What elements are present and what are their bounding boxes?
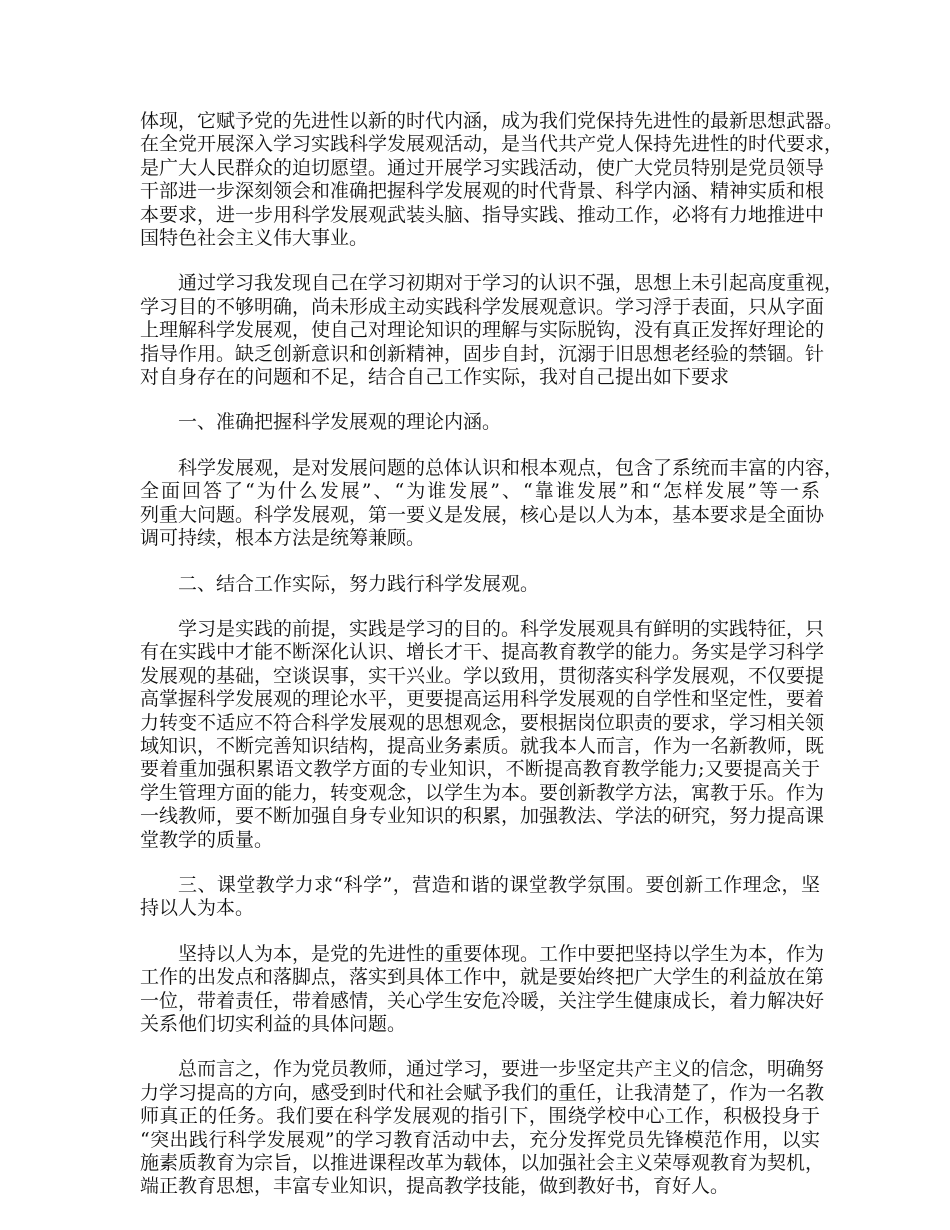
text-line: 国特色社会主义伟大事业。 [140, 227, 369, 250]
text-line: 列重大问题。科学发展观，第一要义是发展，核心是以人为本，基本要求是全面协 [140, 503, 825, 526]
text-line: 力转变不适应不符合科学发展观的思想观念，要根据岗位职责的要求，学习相关领 [140, 711, 825, 734]
text-line: 本要求，进一步用科学发展观武装头脑、指导实践、推动工作，必将有力地推进中 [140, 203, 825, 226]
text-line: 学习目的不够明确，尚未形成主动实践科学发展观意识。学习浮于表面，只从字面 [140, 295, 825, 318]
text-line: 对自身存在的问题和不足，结合自己工作实际，我对自己提出如下要求 [140, 366, 730, 389]
text-line: 科学发展观，是对发展问题的总体认识和根本观点，包含了系统而丰富的内容， [178, 456, 844, 479]
text-line: 总而言之，作为党员教师，通过学习，要进一步坚定共产主义的信念，明确努 [178, 1058, 825, 1081]
text-line: 坚持以人为本，是党的先进性的重要体现。工作中要把坚持以学生为本，作为 [178, 942, 825, 965]
text-line: 工作的出发点和落脚点，落实到具体工作中，就是要始终把广大学生的利益放在第 [140, 966, 825, 989]
text-line: 学生管理方面的能力，转变观念，以学生为本。要创新教学方法，寓教于乐。作为 [140, 781, 825, 804]
text-line: “突出践行科学发展观”的学习教育活动中去，充分发挥党员先锋模范作用，以实 [140, 1128, 820, 1151]
text-line: 三、课堂教学力求“科学”，营造和谐的课堂教学氛围。要创新工作理念，坚 [178, 873, 820, 896]
text-line: 关系他们切实利益的具体问题。 [140, 1013, 407, 1035]
text-line: 一位，带着责任，带着感情，关心学生安危冷暖，关注学生健康成长，着力解决好 [140, 989, 825, 1012]
text-line: 在全党开展深入学习实践科学发展观活动，是当代共产党人保持先进性的时代要求， [140, 133, 844, 156]
text-line: 调可持续，根本方法是统筹兼顾。 [140, 527, 426, 550]
paragraph [140, 456, 844, 551]
paragraph [140, 1058, 825, 1198]
text-line: 力学习提高的方向，感受到时代和社会赋予我们的重任，让我清楚了，作为一名教 [140, 1081, 825, 1104]
text-line: 域知识，不断完善知识结构，提高业务素质。就我本人而言，作为一名新教师，既 [140, 734, 825, 757]
paragraph [140, 874, 820, 921]
text-line: 师真正的任务。我们要在科学发展观的指引下，围绕学校中心工作，积极投身于 [140, 1105, 820, 1128]
text-line: 指导作用。缺乏创新意识和创新精神，固步自封，沉溺于旧思想老经验的禁锢。针 [140, 342, 825, 365]
text-line: 是广大人民群众的迫切愿望。通过开展学习实践活动，使广大党员特别是党员领导 [140, 156, 825, 179]
paragraph [140, 617, 825, 852]
text-line: 学习是实践的前提，实践是学习的目的。科学发展观具有鲜明的实践特征，只 [178, 617, 825, 640]
paragraph [140, 411, 820, 434]
text-line: 二、结合工作实际，努力践行科学发展观。 [178, 572, 540, 595]
paragraph [140, 110, 844, 250]
text-line: 高掌握科学发展观的理论水平，更要提高运用科学发展观的自学性和坚定性，要着 [140, 688, 825, 711]
text-line: 上理解科学发展观，使自己对理论知识的理解与实际脱钩，没有真正发挥好理论的 [140, 319, 825, 342]
paragraph [140, 942, 825, 1037]
document-page [140, 110, 844, 1221]
text-line: 一、准确把握科学发展观的理论内涵。 [178, 411, 502, 434]
text-line: 一线教师，要不断加强自身专业知识的积累，加强教法、学法的研究，努力提高课 [140, 805, 825, 828]
text-line: 有在实践中才能不断深化认识、增长才干、提高教育教学的能力。务实是学习科学 [140, 641, 825, 664]
paragraph [140, 272, 844, 389]
paragraph [140, 573, 820, 596]
text-line: 通过学习我发现自己在学习初期对于学习的认识不强，思想上未引起高度重视， [178, 272, 844, 295]
text-line: 堂教学的质量。 [140, 828, 274, 851]
text-line: 体现，它赋予党的先进性以新的时代内涵，成为我们党保持先进性的最新思想武器。 [140, 110, 844, 132]
text-line: 端正教育思想，丰富专业知识，提高教学技能，做到教好书，育好人。 [140, 1175, 730, 1198]
text-line: 持以人为本。 [140, 897, 255, 920]
text-line: 要着重加强积累语文教学方面的专业知识，不断提高教育教学能力;又要提高关于 [140, 758, 820, 781]
text-line: 干部进一步深刻领会和准确把握科学发展观的时代背景、科学内涵、精神实质和根 [140, 180, 825, 203]
text-line: 施素质教育为宗旨，以推进课程改革为载体，以加强社会主义荣辱观教育为契机， [140, 1152, 825, 1175]
text-line: 发展观的基础，空谈误事，实干兴业。学以致用，贯彻落实科学发展观，不仅要提 [140, 664, 825, 687]
text-line: 全面回答了“为什么发展”、“为谁发展”、“靠谁发展”和“怎样发展”等一系 [140, 480, 820, 503]
